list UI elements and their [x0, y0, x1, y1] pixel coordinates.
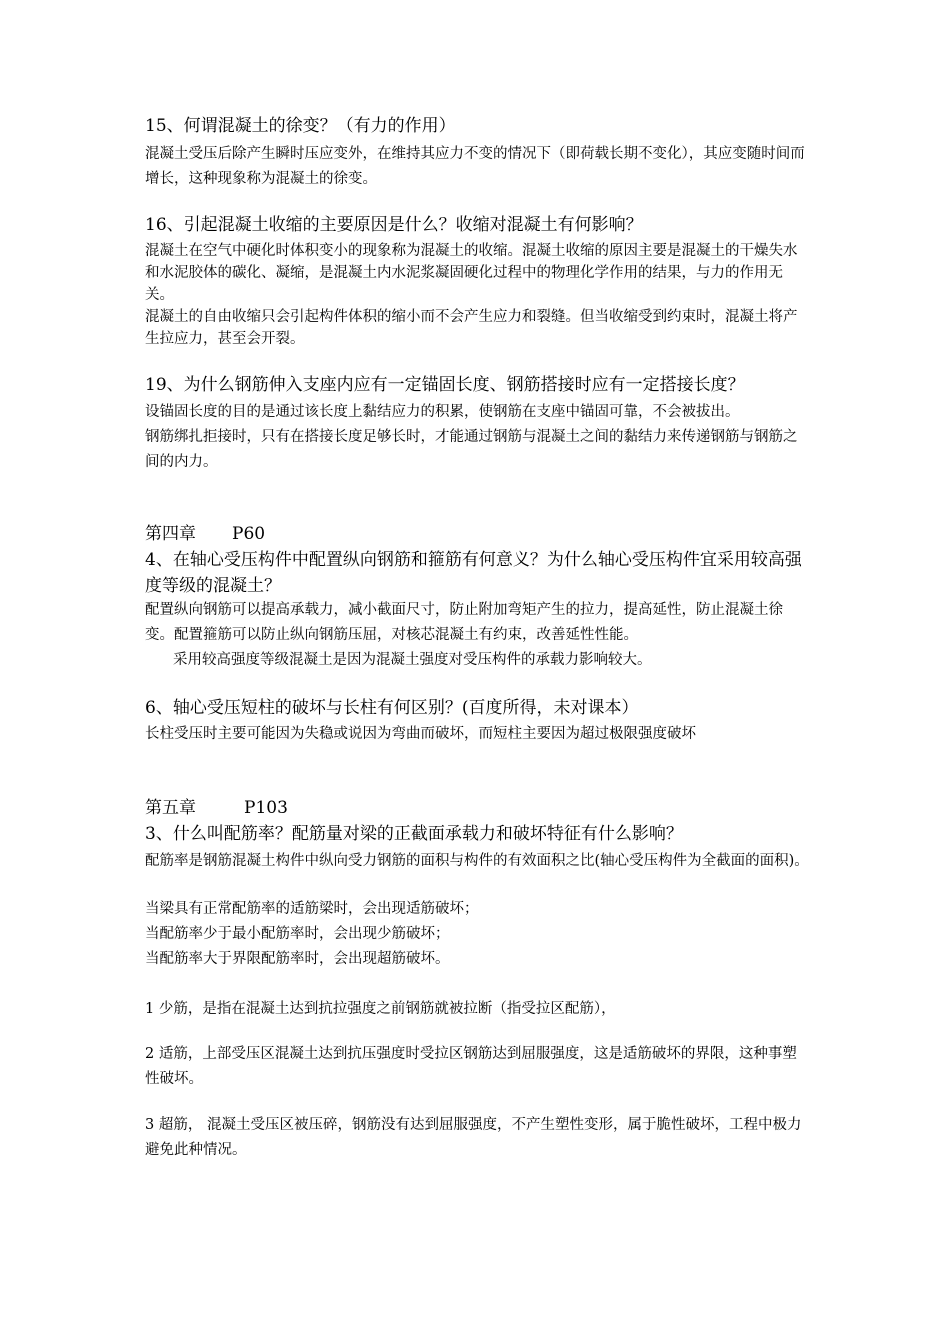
question-19-answer-1: 设锚固长度的目的是通过该长度上黏结应力的积累，使钢筋在支座中锚固可靠，不会被拔出。 — [145, 404, 740, 420]
question-15-title: 15、何谓混凝土的徐变？（有力的作用） — [145, 116, 456, 136]
list-item-2: 2 适筋，上部受压区混凝土达到抗压强度时受拉区钢筋达到屈服强度，这是适筋破坏的界限，这种事塑性破坏。 — [145, 1046, 797, 1087]
question-4-answer-1: 配置纵向钢筋可以提高承载力，减小截面尺寸，防止附加弯矩产生的拉力，提高延性，防止混凝土徐变。配置箍筋可以防止纵向钢筋压屈，对核芯混凝土有约束，改善延性性能。 — [145, 602, 783, 643]
question-4-title: 4、在轴心受压构件中配置纵向钢筋和箍筋有何意义？为什么轴心受压构件宜采用较高强度等级的混凝土？ — [145, 550, 802, 596]
chapter-page: P103 — [244, 798, 288, 818]
question-15-answer: 混凝土受压后除产生瞬时压应变外，在维持其应力不变的情况下（即荷载长期不变化），其应变随时间而增长，这种现象称为混凝土的徐变。 — [145, 146, 805, 187]
chapter-name: 第四章 — [145, 524, 196, 544]
chapter-page: P60 — [232, 524, 266, 544]
question-3-answer-1: 配筋率是钢筋混凝土构件中纵向受力钢筋的面积与构件的有效面积之比(轴心受压构件为全截面的面积)。 — [145, 853, 809, 869]
question-6-answer: 长柱受压时主要可能因为失稳或说因为弯曲而破坏，而短柱主要因为超过极限强度破坏 — [145, 726, 696, 742]
question-16-answer-1: 混凝土在空气中硬化时体积变小的现象称为混凝土的收缩。混凝土收缩的原因主要是混凝土的干燥失水和水泥胶体的碳化、凝缩，是混凝土内水泥浆凝固硬化过程中的物理化学作用的结果，与力的作用无关。 — [145, 243, 798, 303]
question-3-title: 3、什么叫配筋率？配筋量对梁的正截面承载力和破坏特征有什么影响？ — [145, 824, 683, 844]
question-16-answer-2: 混凝土的自由收缩只会引起构件体积的缩小而不会产生应力和裂缝。但当收缩受到约束时，混凝土将产生拉应力，甚至会开裂。 — [145, 309, 798, 347]
question-19-title: 19、为什么钢筋伸入支座内应有一定锚固长度、钢筋搭接时应有一定搭接长度？ — [145, 375, 745, 395]
chapter-name: 第五章 — [145, 798, 196, 818]
list-item-3: 3 超筋， 混凝土受压区被压碎，钢筋没有达到屈服强度，不产生塑性变形，属于脆性破坏，工程中极力避免此种情况。 — [145, 1117, 802, 1158]
question-19-answer-2: 钢筋绑扎拒接时，只有在搭接长度足够长时，才能通过钢筋与混凝土之间的黏结力来传递钢筋与钢筋之间的内力。 — [145, 429, 798, 470]
question-6-title: 6、轴心受压短柱的破坏与长柱有何区别？(百度所得，未对课本） — [145, 698, 639, 718]
chapter-5-heading — [145, 795, 288, 821]
question-4-answer-2: 采用较高强度等级混凝土是因为混凝土强度对受压构件的承载力影响较大。 — [173, 652, 652, 668]
question-3-answer-3: 当配筋率少于最小配筋率时，会出现少筋破坏； — [145, 926, 450, 942]
question-16-title: 16、引起混凝土收缩的主要原因是什么？收缩对混凝土有何影响？ — [145, 215, 643, 235]
question-3-answer-2: 当梁具有正常配筋率的适筋梁时，会出现适筋破坏； — [145, 901, 479, 917]
list-item-1: 1 少筋，是指在混凝土达到抗拉强度之前钢筋就被拉断（指受拉区配筋）， — [145, 1001, 616, 1017]
chapter-4-heading — [145, 521, 265, 547]
question-3-answer-4: 当配筋率大于界限配筋率时，会出现超筋破坏。 — [145, 951, 450, 967]
